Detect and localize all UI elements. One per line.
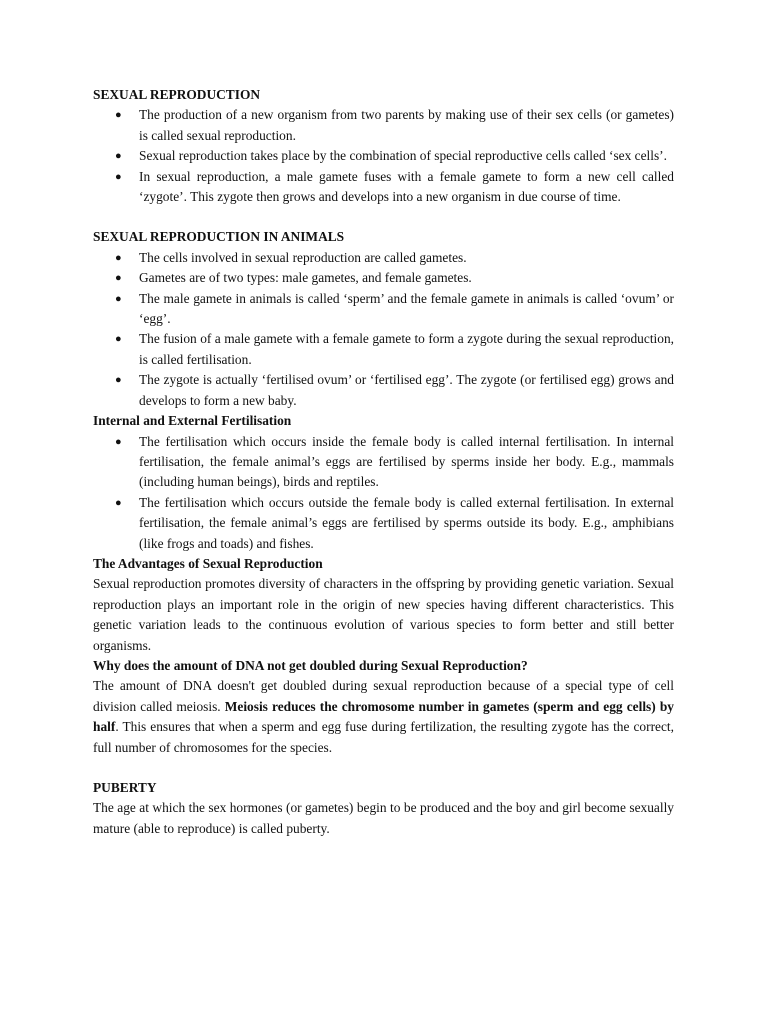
list-item: ● The production of a new organism from two parents by making use of their sex cells (or gametes) is called sexual reproduction. <box>93 105 674 146</box>
list-item: ● The male gamete in animals is called ‘sperm’ and the female gamete in animals is called ‘ovum’ or ‘egg’. <box>93 289 674 330</box>
heading-advantages: The Advantages of Sexual Reproduction <box>93 555 323 571</box>
paragraph-dna-start: The amount of DNA doesn't get doubled during sexual reproduction because of a special type of cell division called meiosis. <box>93 678 674 714</box>
spacer <box>93 207 674 227</box>
heading-fertilisation: Internal and External Fertilisation <box>93 413 292 429</box>
list-sexual-reproduction <box>93 105 674 207</box>
heading-animals: SEXUAL REPRODUCTION IN ANIMALS <box>93 229 345 245</box>
list-item: ● The fertilisation which occurs outside the female body is called external fertilisation. In external fertilisation, the female animal’s eggs are fertilised by sperms outside its body. E.g., amphibians (like frogs and toads) and fishes. <box>93 493 674 554</box>
list-item: ● In sexual reproduction, a male gamete fuses with a female gamete to form a new cell called ‘zygote’. This zygote then grows and develops into a new organism in due course of time. <box>93 167 674 208</box>
list-item: ● The zygote is actually ‘fertilised ovum’ or ‘fertilised egg’. The zygote (or fertilised egg) grows and develops to form a new baby. <box>93 370 674 411</box>
list-item: ● The fusion of a male gamete with a female gamete to form a zygote during the sexual reproduction, is called fertilisation. <box>93 329 674 370</box>
list-fertilisation <box>93 432 674 554</box>
paragraph-dna <box>93 676 674 758</box>
heading-sexual-reproduction: SEXUAL REPRODUCTION <box>93 87 261 102</box>
paragraph-dna-bold: Meiosis reduces the chromosome number in gametes (sperm and egg cells) by half <box>93 698 674 735</box>
list-item: ● The fertilisation which occurs inside the female body is called internal fertilisation. In internal fertilisation, the female animal’s eggs are fertilised by sperms inside her body. E.g., mammals (including human beings), birds and reptiles. <box>93 432 674 493</box>
list-item: ● Sexual reproduction takes place by the combination of special reproductive cells called ‘sex cells’. <box>93 146 674 166</box>
heading-dna: Why does the amount of DNA not get doubled during Sexual Reproduction? <box>93 657 528 673</box>
paragraph-dna-end: . This ensures that when a sperm and egg fuse during fertilization, the resulting zygote has the correct, full number of chromosomes for the species. <box>93 719 674 755</box>
paragraph-advantages: Sexual reproduction promotes diversity of characters in the offspring by providing genetic variation. Sexual reproduction plays an important role in the origin of new species having different characteristics. This genetic variation leads to the continuous evolution of various species to form better and still better organisms. <box>93 576 674 653</box>
heading-puberty: PUBERTY <box>93 780 157 795</box>
document-page <box>93 85 674 839</box>
list-item: ● Gametes are of two types: male gametes, and female gametes. <box>93 268 674 288</box>
list-animals <box>93 248 674 411</box>
list-item: ● The cells involved in sexual reproduction are called gametes. <box>93 248 674 268</box>
spacer <box>93 758 674 778</box>
paragraph-puberty: The age at which the sex hormones (or gametes) begin to be produced and the boy and girl become sexually mature (able to reproduce) is called puberty. <box>93 800 674 836</box>
